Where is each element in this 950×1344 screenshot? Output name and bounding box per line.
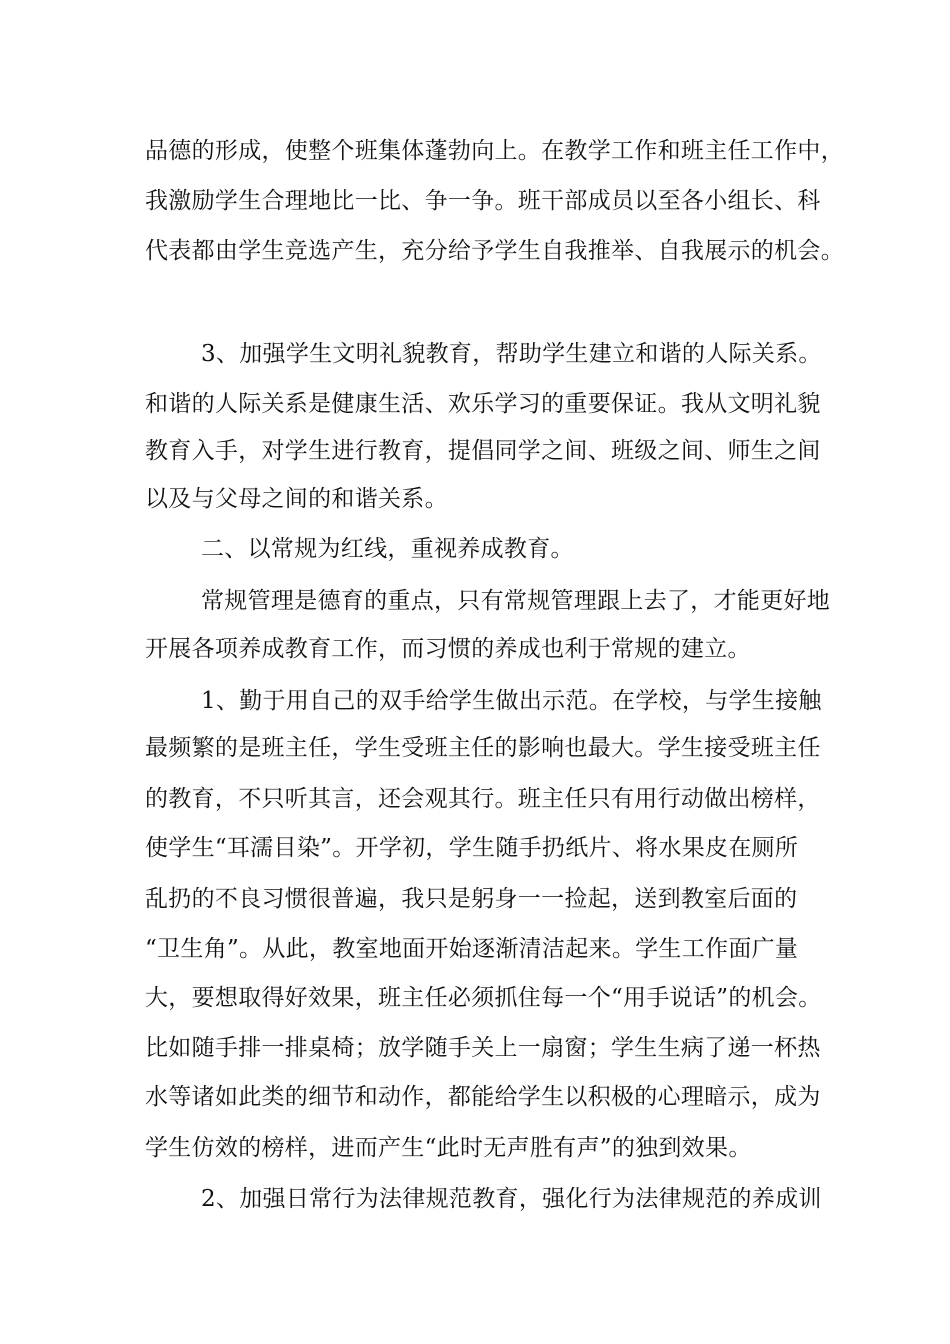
text-line: 品德的形成，使整个班集体蓬勃向上。在教学工作和班主任工作中，: [145, 138, 844, 164]
text-line: 比如随手排一排桌椅；放学随手关上一扇窗；学生生病了递一杯热: [145, 1035, 821, 1061]
text-line: 使学生“耳濡目染”。开学初，学生随手扔纸片、将水果皮在厕所: [145, 835, 799, 861]
text-line: 的教育，不只听其言，还会观其行。班主任只有用行动做出榜样，: [145, 786, 821, 812]
text-line: 以及与父母之间的和谐关系。: [145, 486, 448, 512]
text-line: 2、加强日常行为法律规范教育，强化行为法律规范的养成训: [201, 1186, 822, 1212]
text-line: 学生仿效的榜样，进而产生“此时无声胜有声”的独到效果。: [145, 1135, 752, 1161]
text-line: 大，要想取得好效果，班主任必须抓住每一个“用手说话”的机会。: [145, 985, 822, 1011]
text-line: 教育入手，对学生进行教育，提倡同学之间、班级之间、师生之间: [145, 438, 821, 464]
text-line: “卫生角”。从此，教室地面开始逐渐清洁起来。学生工作面广量: [145, 936, 799, 962]
text-line: 3、加强学生文明礼貌教育，帮助学生建立和谐的人际关系。: [201, 341, 822, 367]
text-line: 1、勤于用自己的双手给学生做出示范。在学校，与学生接触: [201, 688, 822, 714]
section-heading: 二、以常规为红线，重视养成教育。: [201, 536, 574, 562]
text-line: 常规管理是德育的重点，只有常规管理跟上去了，才能更好地: [201, 588, 831, 614]
text-line: 开展各项养成教育工作，而习惯的养成也利于常规的建立。: [145, 636, 751, 662]
text-line: 水等诸如此类的细节和动作，都能给学生以积极的心理暗示，成为: [145, 1084, 821, 1110]
text-line: 我激励学生合理地比一比、争一争。班干部成员以至各小组长、科: [145, 188, 821, 214]
text-line: 最频繁的是班主任，学生受班主任的影响也最大。学生接受班主任: [145, 735, 821, 761]
text-line: 乱扔的不良习惯很普遍，我只是躬身一一捡起，送到教室后面的: [145, 886, 798, 912]
text-line: 代表都由学生竞选产生，充分给予学生自我推举、自我展示的机会。: [145, 238, 844, 264]
text-line: 和谐的人际关系是健康生活、欢乐学习的重要保证。我从文明礼貌: [145, 391, 821, 417]
